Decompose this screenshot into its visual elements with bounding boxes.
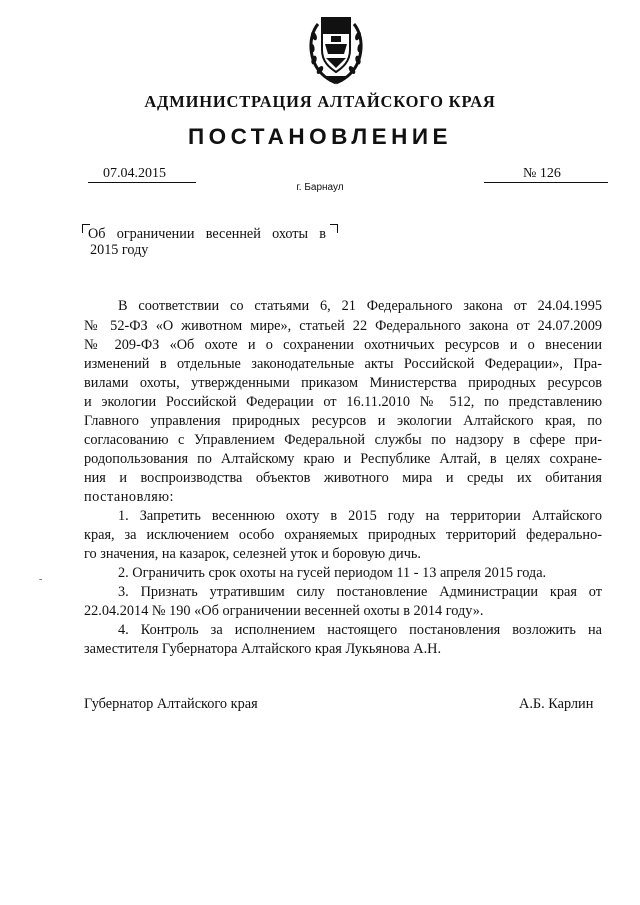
document-number: № 126 bbox=[523, 166, 561, 181]
body-line: 3. Признать утратившим силу постановление Администрации края от bbox=[118, 584, 602, 600]
city-label: г. Барнаул bbox=[296, 182, 344, 193]
margin-mark: - bbox=[39, 574, 43, 585]
subject-bracket-right bbox=[330, 224, 338, 233]
signature-name: А.Б. Карлин bbox=[519, 696, 594, 712]
body-line: го значения, на казарок, селезней уток и боровую дичь. bbox=[84, 546, 421, 562]
body-line: 22.04.2014 № 190 «Об ограничении весенней охоты в 2014 году». bbox=[84, 603, 484, 619]
organization-title: АДМИНИСТРАЦИЯ АЛТАЙСКОГО КРАЯ bbox=[144, 92, 496, 111]
document-date: 07.04.2015 bbox=[103, 166, 166, 181]
body-line: 2. Ограничить срок охоты на гусей периодом 11 - 13 апреля 2015 года. bbox=[118, 565, 547, 581]
body-line: постановляю: bbox=[84, 489, 174, 505]
body-line: 1. Запретить весеннюю охоту в 2015 году на территории Алтайского bbox=[118, 508, 602, 524]
body-line: и экологии Российской Федерации от 16.11.2010 № 512, по представлению bbox=[84, 394, 602, 410]
body-line: вилами охоты, утвержденными приказом Министерства природных ресурсов bbox=[84, 375, 602, 391]
subject-line-1: Об ограничении весенней охоты в bbox=[88, 226, 326, 242]
body-line: 4. Контроль за исполнением настоящего постановления возложить на bbox=[118, 622, 602, 638]
signature-position: Губернатор Алтайского края bbox=[84, 696, 258, 712]
document-type-title: ПОСТАНОВЛЕНИЕ bbox=[187, 124, 453, 149]
body-line: изменений в отдельные законодательные акты Российской Федерации», Пра- bbox=[84, 356, 602, 372]
body-line: края, за исключением особо охраняемых природных территорий федерально- bbox=[84, 527, 602, 543]
body-line: родопользования по Алтайскому краю и Республике Алтай, в целях сохране- bbox=[84, 451, 602, 467]
body-line: ния и воспроизводства объектов животного мира и среды их обитания bbox=[84, 470, 602, 486]
coat-of-arms-icon bbox=[304, 10, 368, 86]
body-line: Главного управления природных ресурсов и экологии Алтайского края, по bbox=[84, 413, 602, 429]
body-line: В соответствии со статьями 6, 21 Федерального закона от 24.04.1995 bbox=[118, 298, 602, 314]
body-line: № 209-ФЗ «Об охоте и о сохранении охотничьих ресурсов и о внесении bbox=[84, 337, 602, 353]
body-line: № 52-ФЗ «О животном мире», статьей 22 Федерального закона от 24.07.2009 bbox=[84, 318, 602, 334]
subject-heading bbox=[88, 226, 326, 258]
body-line: заместителя Губернатора Алтайского края Лукьянова А.Н. bbox=[84, 641, 442, 657]
body-line: согласованию с Управлением Федеральной службы по надзору в сфере при- bbox=[84, 432, 602, 448]
subject-line-2: 2015 году bbox=[90, 242, 149, 258]
